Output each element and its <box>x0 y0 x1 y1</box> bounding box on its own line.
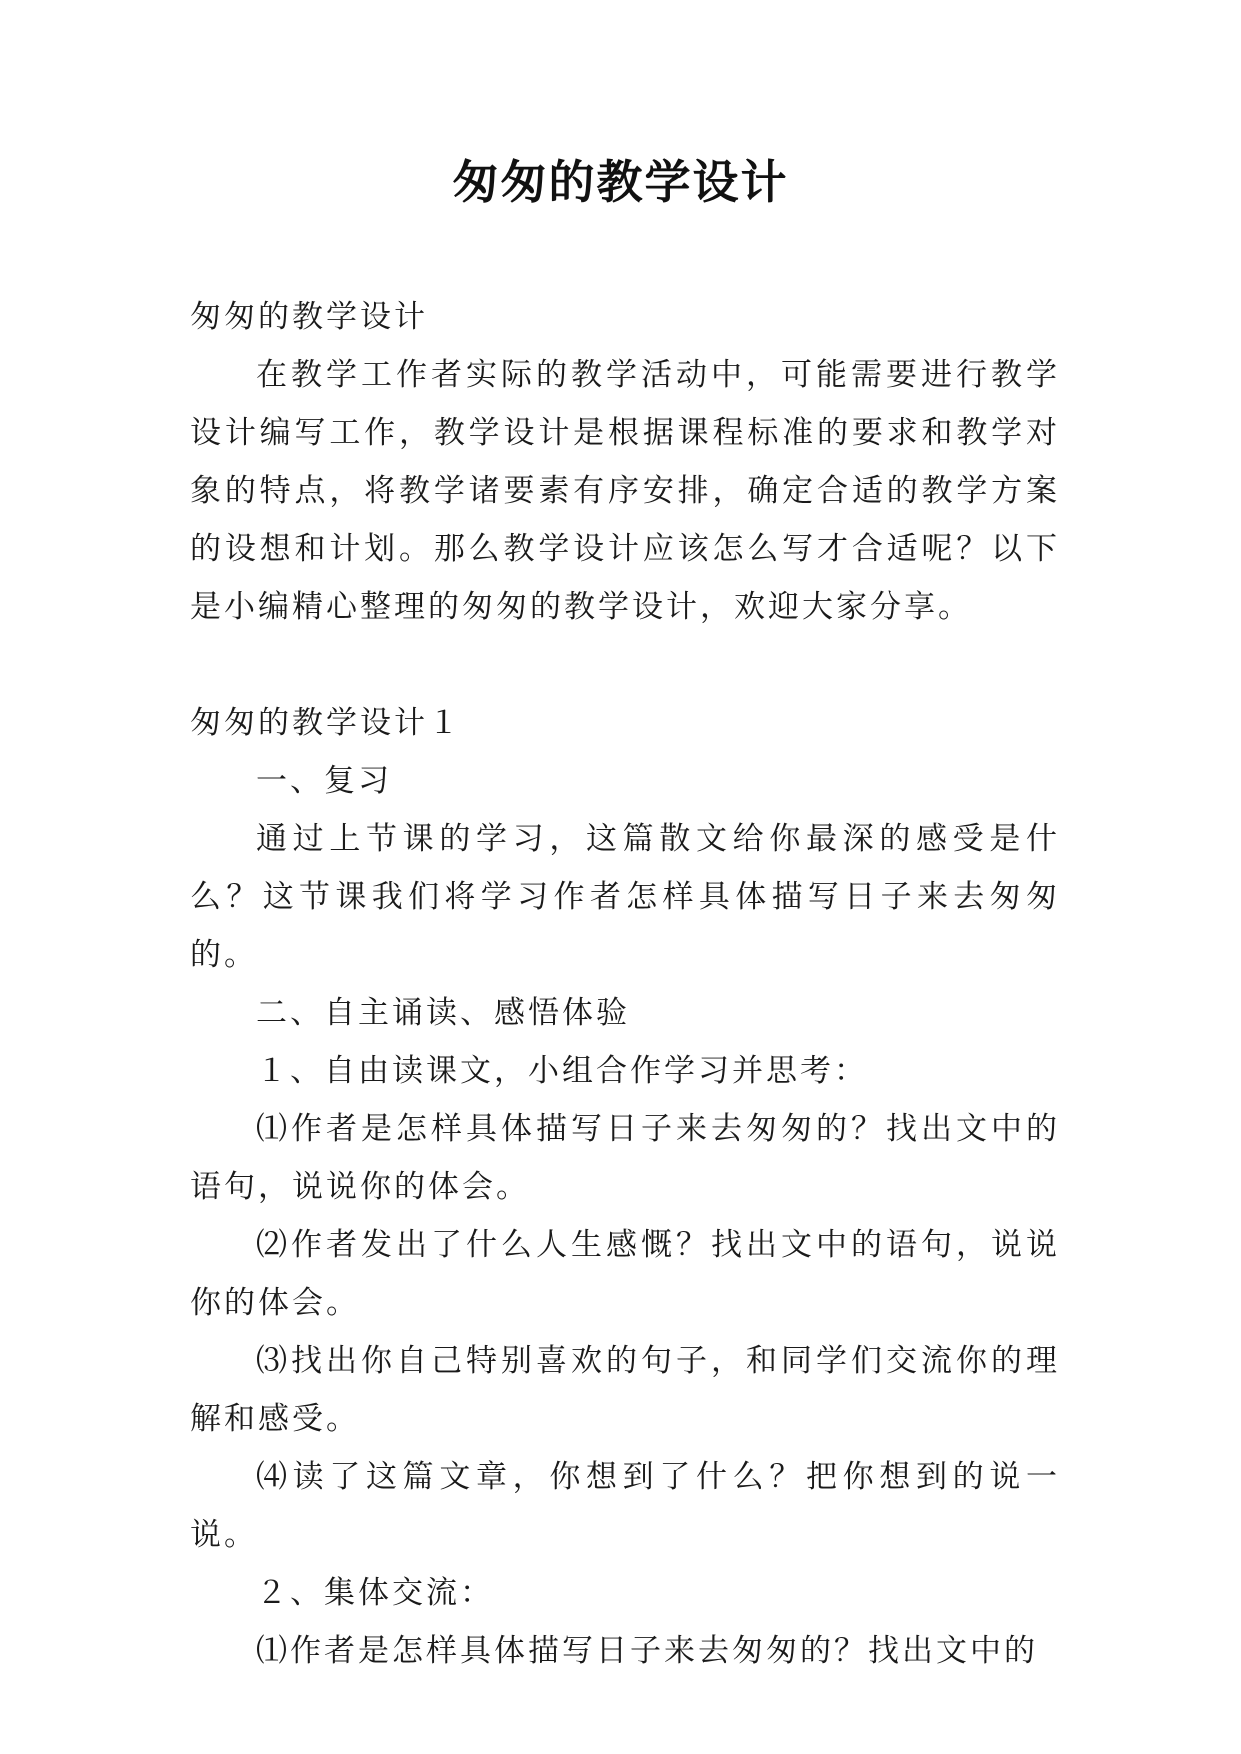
list-item: ⑴作者是怎样具体描写日子来去匆匆的？找出文中的 <box>256 1633 1038 1669</box>
section-heading: 匆匆的教学设计１ <box>190 705 462 741</box>
document-body <box>190 288 1060 1680</box>
list-item: ⑴作者是怎样具体描写日子来去匆匆的？找出文中的语句，说说你的体会。 <box>190 1111 1060 1205</box>
body-paragraph: 通过上节课的学习，这篇散文给你最深的感受是什么？这节课我们将学习作者怎样具体描写日子来去匆匆的。 <box>190 821 1060 973</box>
heading-reading: 二、自主诵读、感悟体验 <box>256 995 630 1031</box>
heading-review: 一、复习 <box>256 763 392 799</box>
intro-paragraph: 在教学工作者实际的教学活动中，可能需要进行教学设计编写工作，教学设计是根据课程标准的要求和教学对象的特点，将教学诸要素有序安排，确定合适的教学方案的设想和计划。那么教学设计应该怎么写才合适呢？以下是小编精心整理的匆匆的教学设计，欢迎大家分享。 <box>190 357 1060 625</box>
list-item: ⑵作者发出了什么人生感慨？找出文中的语句，说说你的体会。 <box>190 1227 1060 1321</box>
list-item: ⑷读了这篇文章，你想到了什么？把你想到的说一说。 <box>190 1459 1060 1553</box>
list-item: ２、集体交流： <box>256 1575 494 1611</box>
document-title: 匆匆的教学设计 <box>452 155 789 209</box>
list-item: ⑶找出你自己特别喜欢的句子，和同学们交流你的理解和感受。 <box>190 1343 1060 1437</box>
subtitle-paragraph: 匆匆的教学设计 <box>190 299 428 335</box>
list-item: １、自由读课文，小组合作学习并思考： <box>256 1053 868 1089</box>
section-spacer <box>190 636 1060 694</box>
